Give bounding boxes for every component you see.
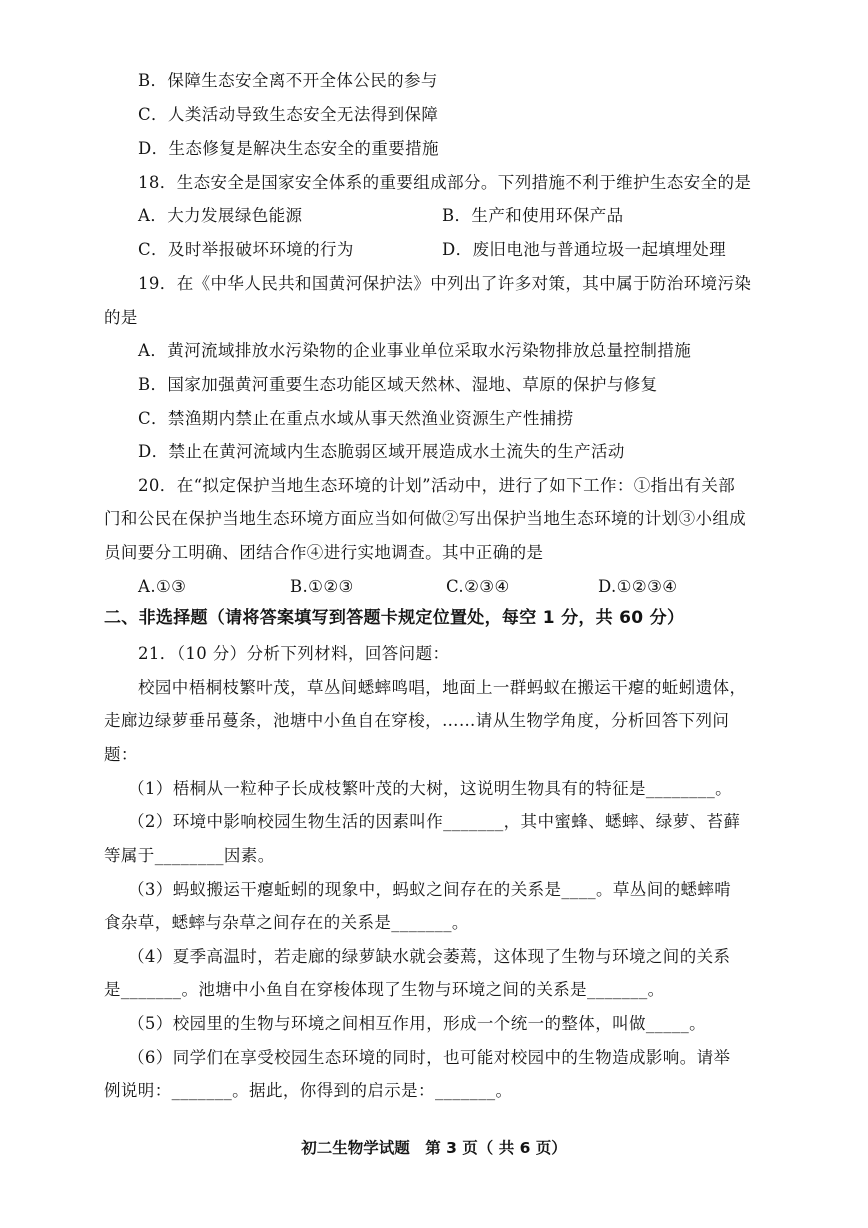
q19-option-a: A．黄河流域排放水污染物的企业事业单位采取水污染物排放总量控制措施 (138, 341, 692, 360)
section-heading: 二、非选择题（请将答案填写到答题卡规定位置处，每空 1 分，共 60 分） (104, 608, 685, 628)
q21-part4-line2: 是_______。池塘中小鱼自在穿梭体现了生物与环境之间的关系是_______。 (104, 980, 665, 999)
q17-option-c: C．人类活动导致生态安全无法得到保障 (138, 105, 439, 124)
q21-part4-line1: （4）夏季高温时，若走廊的绿萝缺水就会萎蔫，这体现了生物与环境之间的关系 (128, 947, 731, 966)
q21-material-line3: 题： (104, 745, 138, 764)
q21-part3-line2: 食杂草，蟋蟀与杂草之间存在的关系是_______。 (104, 913, 469, 932)
q19-option-c: C．禁渔期内禁止在重点水域从事天然渔业资源生产性捕捞 (138, 409, 574, 428)
q18-stem: 18．生态安全是国家安全体系的重要组成部分。下列措施不利于维护生态安全的是 (138, 173, 752, 192)
q21-material-line1: 校园中梧桐枝繁叶茂，草丛间蟋蟀鸣唱，地面上一群蚂蚁在搬运干瘪的蚯蚓遗体， (138, 678, 747, 697)
q20-option-d: D.①②③④ (598, 577, 678, 596)
q21-part6-line1: （6）同学们在享受校园生态环境的同时，也可能对校园中的生物造成影响。请举 (128, 1048, 731, 1067)
q21-part6-line2: 例说明：_______。据此，你得到的启示是：_______。 (104, 1081, 513, 1100)
q21-stem: 21．（10 分）分析下列材料，回答问题： (138, 644, 450, 663)
page-footer: 初二生物学试题 第 3 页（ 共 6 页） (301, 1139, 567, 1157)
q19-stem-line2: 的是 (104, 308, 138, 327)
q21-material-line2: 走廊边绿萝垂吊蔓条，池塘中小鱼自在穿梭，……请从生物学角度，分析回答下列问 (104, 711, 730, 730)
q17-option-b: B．保障生态安全离不开全体公民的参与 (138, 71, 438, 90)
q19-stem-line1: 19．在《中华人民共和国黄河保护法》中列出了许多对策，其中属于防治环境污染 (138, 274, 752, 293)
q21-part2-line2: 等属于________因素。 (104, 846, 275, 865)
q18-option-a: A．大力发展绿色能源 (138, 206, 303, 225)
q20-stem-line2: 门和公民在保护当地生态环境方面应当如何做②写出保护当地生态环境的计划③小组成 (104, 509, 747, 528)
q18-option-c: C．及时举报破坏环境的行为 (138, 240, 354, 259)
q21-part1: （1）梧桐从一粒种子长成枝繁叶茂的大树，这说明生物具有的特征是________。 (128, 779, 732, 798)
q17-option-d: D．生态修复是解决生态安全的重要措施 (138, 139, 439, 158)
q18-option-d: D．废旧电池与普通垃圾一起填埋处理 (442, 240, 727, 259)
q19-option-d: D．禁止在黄河流域内生态脆弱区域开展造成水土流失的生产活动 (138, 442, 625, 461)
q21-part2-line1: （2）环境中影响校园生物生活的因素叫作_______，其中蜜蜂、蟋蟀、绿萝、苔藓 (128, 812, 741, 831)
q18-option-b: B．生产和使用环保产品 (442, 206, 624, 225)
q21-part3-line1: （3）蚂蚁搬运干瘪蚯蚓的现象中，蚂蚁之间存在的关系是____。草丛间的蟋蟀啃 (128, 880, 732, 899)
q20-option-a: A.①③ (138, 577, 187, 596)
q20-stem-line1: 20．在“拟定保护当地生态环境的计划”活动中，进行了如下工作：①指出有关部 (138, 476, 736, 495)
q19-option-b: B．国家加强黄河重要生态功能区域天然林、湿地、草原的保护与修复 (138, 375, 658, 394)
q21-part5: （5）校园里的生物与环境之间相互作用，形成一个统一的整体，叫做_____。 (128, 1014, 707, 1033)
q20-option-c: C.②③④ (446, 577, 510, 596)
q20-stem-line3: 员间要分工明确、团结合作④进行实地调查。其中正确的是 (104, 543, 544, 562)
q20-option-b: B.①②③ (290, 577, 354, 596)
